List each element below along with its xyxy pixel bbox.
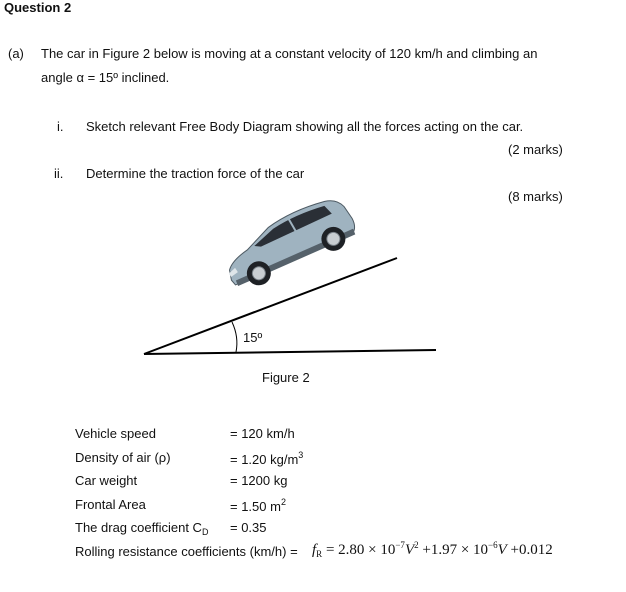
- item-numeral-i: i.: [57, 119, 64, 134]
- figure-caption: Figure 2: [262, 370, 310, 385]
- data-value-weight: = 1200 kg: [230, 473, 288, 488]
- intro-angle-value: = 15º inclined.: [87, 70, 170, 85]
- item-text-ii: Determine the traction force of the car: [86, 166, 305, 181]
- ground-line: [144, 350, 436, 354]
- data-label-rolling: Rolling resistance coefficients (km/h) =: [75, 544, 298, 559]
- question-heading: Question 2: [4, 0, 72, 15]
- angle-arc: [232, 322, 237, 352]
- part-label: (a): [8, 46, 24, 61]
- data-value-speed: = 120 km/h: [230, 426, 295, 441]
- angle-label: 15º: [243, 330, 263, 345]
- item-text-i: Sketch relevant Free Body Diagram showing all the forces acting on the car.: [86, 119, 524, 134]
- data-value-area: = 1.50 $m^2$: [230, 497, 286, 514]
- rolling-resistance-formula: $f_R = 2.80 \times 10^{-7}V^2 +1.97 \times 10^{-6}V +0.012$: [312, 540, 553, 559]
- alpha-symbol: α: [76, 70, 84, 85]
- data-value-density: = 1.20 $kg/m^3$: [230, 450, 304, 467]
- data-label-speed: Vehicle speed: [75, 426, 156, 441]
- data-label-area: Frontal Area: [75, 497, 146, 512]
- item-marks-ii: (8 marks): [508, 189, 563, 204]
- data-label-density: Density of air (ρ): [75, 450, 171, 465]
- data-value-drag: = 0.35: [230, 520, 267, 535]
- item-numeral-ii: ii.: [54, 166, 64, 181]
- data-label-weight: Car weight: [75, 473, 138, 488]
- intro-angle-word: angle: [41, 70, 73, 85]
- item-marks-i: (2 marks): [508, 142, 563, 157]
- data-label-drag: The drag coefficient $C_D$: [75, 520, 209, 537]
- intro-line-1: The car in Figure 2 below is moving at a constant velocity of 120 km/h and climbing an: [41, 46, 538, 61]
